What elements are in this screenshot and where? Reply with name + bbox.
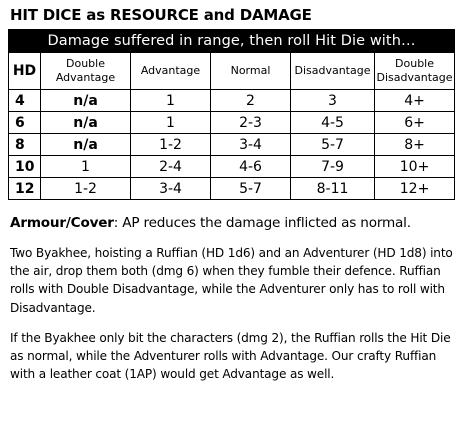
cell-advantage: 2-4 [131, 156, 211, 178]
column-header-double-disadvantage [375, 53, 455, 90]
cell-double-disadvantage: 4+ [375, 90, 455, 112]
cell-double-advantage: n/a [41, 90, 131, 112]
cell-normal: 5-7 [211, 178, 291, 200]
header-line: Double [395, 57, 435, 70]
page-title: HIT DICE as RESOURCE and DAMAGE [10, 6, 312, 24]
cell-advantage: 1 [131, 112, 211, 134]
cell-hd: 4 [9, 90, 41, 112]
cell-disadvantage: 3 [291, 90, 375, 112]
hit-dice-table [8, 29, 455, 200]
column-header-double-advantage [41, 53, 131, 90]
cell-normal: 2 [211, 90, 291, 112]
example-paragraph: Two Byakhee, hoisting a Ruffian (HD 1d6) and an Adventurer (HD 1d8) into the air, drop them both (dmg 6) when they fumble their defence. Ruffian rolls with Double Disadvantage, while the Adventurer only has to roll with Disadvantage. [10, 246, 453, 315]
armour-cover-label: Armour/Cover [10, 215, 114, 231]
cell-double-advantage: 1 [41, 156, 131, 178]
cell-double-advantage: n/a [41, 112, 131, 134]
header-line: Advantage [55, 71, 116, 84]
cell-double-advantage: n/a [41, 134, 131, 156]
table-row [9, 156, 455, 178]
table-row [9, 134, 455, 156]
cell-hd: 10 [9, 156, 41, 178]
cell-double-disadvantage: 12+ [375, 178, 455, 200]
cell-double-advantage: 1-2 [41, 178, 131, 200]
cell-normal: 2-3 [211, 112, 291, 134]
cell-hd: 6 [9, 112, 41, 134]
cell-double-disadvantage: 10+ [375, 156, 455, 178]
cell-double-disadvantage: 6+ [375, 112, 455, 134]
cell-disadvantage: 7-9 [291, 156, 375, 178]
cell-advantage: 3-4 [131, 178, 211, 200]
table-row [9, 90, 455, 112]
cell-double-disadvantage: 8+ [375, 134, 455, 156]
cell-disadvantage: 4-5 [291, 112, 375, 134]
column-header-advantage: Advantage [131, 53, 211, 90]
cell-normal: 3-4 [211, 134, 291, 156]
armour-cover-text: : AP reduces the damage inflicted as normal. [113, 215, 411, 231]
cell-disadvantage: 8-11 [291, 178, 375, 200]
armour-cover-rule [10, 215, 454, 231]
cell-hd: 8 [9, 134, 41, 156]
document [8, 6, 454, 383]
header-line: Disadvantage [376, 71, 453, 84]
cell-advantage: 1 [131, 90, 211, 112]
table-row [9, 178, 455, 200]
table-banner: Damage suffered in range, then roll Hit Die with… [9, 30, 455, 53]
column-header-disadvantage: Disadvantage [291, 53, 375, 90]
table-row [9, 112, 455, 134]
column-header-hd: HD [9, 53, 41, 90]
cell-disadvantage: 5-7 [291, 134, 375, 156]
column-header-normal: Normal [211, 53, 291, 90]
header-line: Double [66, 57, 105, 70]
example-paragraph: If the Byakhee only bit the characters (dmg 2), the Ruffian rolls the Hit Die as normal, while the Adventurer rolls with Advantage. Our crafty Ruffian with a leather coat (1AP) would get Advantage as well. [10, 330, 451, 382]
cell-hd: 12 [9, 178, 41, 200]
cell-advantage: 1-2 [131, 134, 211, 156]
table-header-row [9, 53, 455, 90]
cell-normal: 4-6 [211, 156, 291, 178]
